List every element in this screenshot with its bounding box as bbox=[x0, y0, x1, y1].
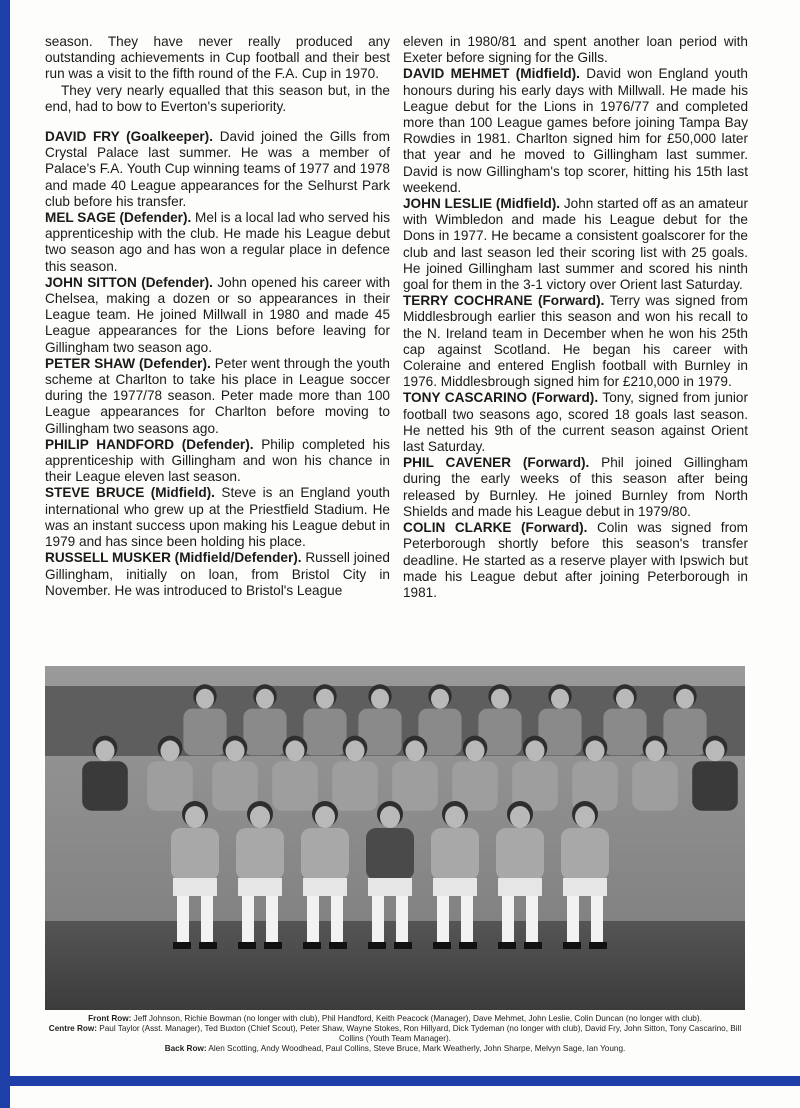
profile-mel-sage bbox=[45, 210, 390, 275]
left-column bbox=[45, 34, 390, 599]
caption-row-label: Front Row: bbox=[88, 1014, 132, 1023]
profile-text: John started off as an amateur with Wimbledon and made his League debut for the Dons in 1977. He became a consistent goalscorer for the club and last season led their scoring list with 25 goals. He joined Gillingham last summer and scored his ninth goal for them in the 3-1 victory over Orient last Saturday. bbox=[403, 196, 749, 293]
page-bottom-border bbox=[0, 1076, 800, 1086]
profile-name: DAVID FRY (Goalkeeper). bbox=[45, 129, 213, 145]
intro-paragraph-2: They very nearly equalled that this season but, in the end, had to bow to Everton's superiority. bbox=[45, 82, 390, 114]
profile-text: David joined the Gills from Crystal Palace last summer. He was a member of Palace's F.A. Youth Cup winning teams of 1977 and 1978 and made 40 League appearances for the Selhurst Park club before his transfer. bbox=[45, 129, 391, 209]
caption-back-row bbox=[45, 1044, 745, 1054]
caption-row-names: Alen Scotting, Andy Woodhead, Paul Collins, Steve Bruce, Mark Weatherly, John Sharpe, Melvyn Sage, Ian Young. bbox=[206, 1044, 626, 1053]
profile-terry-cochrane bbox=[403, 293, 748, 390]
profile-text: Tony, signed from junior football two seasons ago, scored 18 goals last season. He netted his 9th of the current season against Orient last Saturday. bbox=[403, 390, 748, 455]
caption-row-label: Back Row: bbox=[164, 1044, 207, 1053]
profile-name: RUSSELL MUSKER (Midfield/Defender). bbox=[45, 550, 302, 566]
profile-peter-shaw bbox=[45, 356, 390, 437]
profile-philip-handford bbox=[45, 437, 390, 486]
profile-name: TONY CASCARINO (Forward). bbox=[403, 390, 599, 406]
profile-name: DAVID MEHMET (Midfield). bbox=[403, 66, 580, 82]
profile-russell-musker bbox=[45, 550, 390, 599]
profile-text: Steve is an England youth international who grew up at the Priestfield Stadium. He was an instant success upon making his League debut in 1979 and has since been holding his place. bbox=[45, 485, 390, 550]
photo-caption bbox=[45, 1014, 745, 1054]
profile-text: Philip completed his apprenticeship with Gillingham and won his chance in their League eleven last season. bbox=[45, 436, 390, 485]
profile-john-leslie bbox=[403, 196, 748, 293]
profile-text: David won England youth honours during his early days with Millwall. He made his League debut for the Lions in 1976/77 and completed more than 100 League games before joining Tampa Bay Rowdies in 1981. Charlton signed him for £50,000 later that year and he moved to Gillingham last summer. David is now Gillingham's top scorer, hitting his 15th last weekend. bbox=[403, 66, 748, 195]
profile-name: PETER SHAW (Defender). bbox=[45, 355, 211, 371]
profile-john-sitton bbox=[45, 275, 390, 356]
profile-steve-bruce bbox=[45, 485, 390, 550]
profile-colin-clarke bbox=[403, 520, 748, 601]
caption-row-label: Centre Row: bbox=[48, 1024, 97, 1033]
profile-david-mehmet bbox=[403, 66, 748, 196]
profile-phil-cavener bbox=[403, 455, 748, 520]
profile-text: Terry was signed from Middlesbrough earlier this season and won his recall to the N. Ireland team in December when he won his 25th cap against Scotland. He began his career with Coleraine and entered English football with Burnley in 1976. Middlesbrough signed him for £210,000 in 1979. bbox=[403, 293, 748, 390]
caption-front-row bbox=[45, 1014, 745, 1024]
pitch-ground bbox=[45, 921, 745, 1010]
continuation-paragraph: eleven in 1980/81 and spent another loan period with Exeter before signing for the Gills. bbox=[403, 34, 748, 66]
profile-name: TERRY COCHRANE (Forward). bbox=[403, 293, 605, 309]
page-left-border bbox=[0, 0, 10, 1108]
profile-text: Peter went through the youth scheme at Charlton to take his place in League soccer during the 1977/78 season. Peter made more than 100 League appearances for Charlton before moving to Gillingham two seasons ago. bbox=[45, 355, 390, 436]
profile-name: COLIN CLARKE (Forward). bbox=[403, 520, 588, 536]
profile-text: Mel is a local lad who served his apprenticeship with the club. He made his League debut two season ago and has won a regular place in defence this season. bbox=[45, 210, 390, 274]
profile-text: Phil joined Gillingham during the early weeks of this season after being released by Burnley. He joined Burnley from North Shields and made his League debut in 1979/80. bbox=[403, 455, 748, 519]
profile-david-fry bbox=[45, 129, 390, 210]
profile-text: Colin was signed from Peterborough shortly before this season's transfer deadline. He started as a reserve player with Ipswich but made his League debut after joining Peterborough in 1981. bbox=[403, 520, 748, 600]
profile-name: JOHN LESLIE (Midfield). bbox=[403, 196, 561, 212]
profile-name: STEVE BRUCE (Midfield). bbox=[45, 485, 215, 501]
team-photo bbox=[45, 666, 745, 1010]
profile-name: MEL SAGE (Defender). bbox=[45, 210, 192, 226]
caption-centre-row bbox=[45, 1024, 745, 1044]
intro-paragraph-1: season. They have never really produced any outstanding achievements in Cup football and their best run was a visit to the fifth round of the F.A. Cup in 1970. bbox=[45, 34, 390, 82]
profile-text: Russell joined Gillingham, initially on loan, from Bristol City in November. He was introduced to Bristol's League bbox=[45, 550, 390, 598]
profile-name: PHIL CAVENER (Forward). bbox=[403, 455, 590, 471]
caption-row-names: Paul Taylor (Asst. Manager), Ted Buxton (Chief Scout), Peter Shaw, Wayne Stokes, Ron Hillyard, Dick Tydeman (no longer with club), David Fry, John Sitton, Tony Cascarino, Bill Collins (Youth Team Manager). bbox=[97, 1024, 742, 1043]
profile-text: John opened his career with Chelsea, making a dozen or so appearances in their League team. He joined Millwall in 1980 and made 45 League appearances for the Lions before leaving for Gillingham two season ago. bbox=[45, 274, 390, 355]
profile-name: JOHN SITTON (Defender). bbox=[45, 274, 213, 290]
profile-tony-cascarino bbox=[403, 390, 748, 455]
caption-row-names: Jeff Johnson, Richie Bowman (no longer with club), Phil Handford, Keith Peacock (Manager), Dave Mehmet, John Leslie, Colin Duncan (no longer with club). bbox=[131, 1014, 702, 1023]
profile-name: PHILIP HANDFORD (Defender). bbox=[45, 436, 254, 452]
team-photo-illustration bbox=[45, 666, 745, 1010]
right-column bbox=[403, 34, 748, 601]
